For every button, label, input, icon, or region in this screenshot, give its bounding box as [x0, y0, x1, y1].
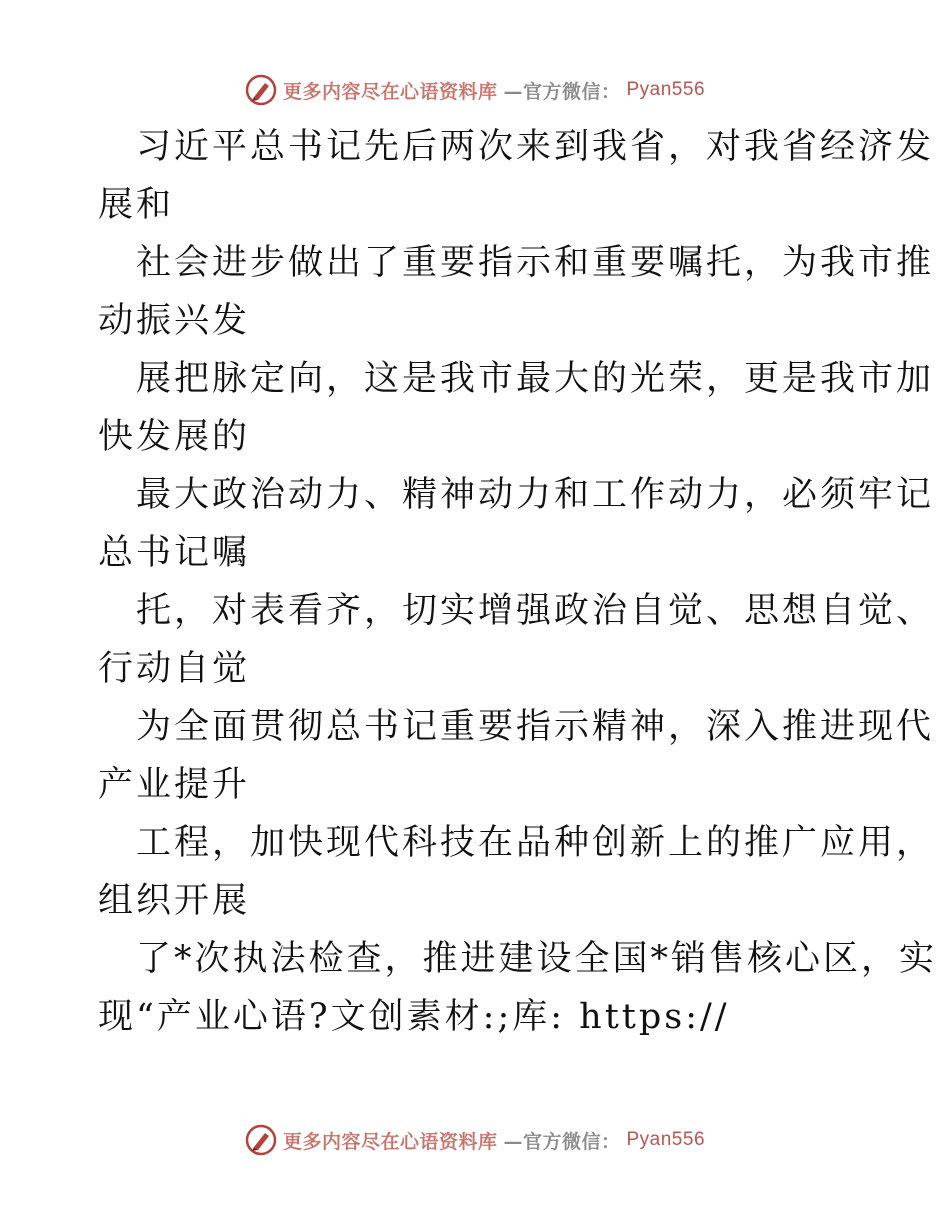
paragraph-1 — [98, 118, 935, 234]
paragraph-4-line-2: 总书记嘱 — [98, 533, 251, 573]
footer-banner — [0, 1120, 950, 1160]
paragraph-5-line-2: 行动自觉 — [98, 649, 251, 689]
paragraph-8-line-1: 了*次执法检查，推进建设全国*销售核心区，实 — [136, 939, 938, 979]
document-body — [98, 118, 938, 1046]
footer-brand-text: 更多内容尽在心语资料库 — [282, 1130, 498, 1153]
header-dash-text: —官方微信： — [503, 80, 621, 103]
paragraph-4 — [98, 466, 935, 582]
paragraph-4-line-1: 最大政治动力、精神动力和工作动力，必须牢记 — [136, 475, 935, 515]
paragraph-8-line-2: 现“产业心语?文创素材:;库: https:// — [98, 997, 730, 1037]
pen-logo-icon — [245, 1124, 277, 1156]
paragraph-7-line-2: 组织开展 — [98, 881, 251, 921]
paragraph-1-line-1: 习近平总书记先后两次来到我省，对我省经济发 — [136, 127, 935, 167]
paragraph-7-line-1: 工程，加快现代科技在品种创新上的推广应用， — [136, 823, 935, 863]
paragraph-3 — [98, 350, 935, 466]
footer-dash-text: —官方微信： — [503, 1130, 621, 1153]
paragraph-5 — [98, 582, 935, 698]
paragraph-6 — [98, 698, 935, 814]
paragraph-2 — [98, 234, 935, 350]
pen-logo-icon — [245, 74, 277, 106]
header-wechat-id: Pyan556 — [626, 79, 706, 100]
paragraph-3-line-1: 展把脉定向，这是我市最大的光荣，更是我市加 — [136, 359, 935, 399]
paragraph-3-line-2: 快发展的 — [98, 417, 251, 457]
paragraph-2-line-1: 社会进步做出了重要指示和重要嘱托，为我市推 — [136, 243, 935, 283]
paragraph-6-line-2: 产业提升 — [98, 765, 251, 805]
paragraph-8 — [98, 930, 938, 1046]
header-banner — [0, 70, 950, 110]
paragraph-6-line-1: 为全面贯彻总书记重要指示精神，深入推进现代 — [136, 707, 935, 747]
footer-wechat-id: Pyan556 — [626, 1129, 706, 1150]
header-brand-text: 更多内容尽在心语资料库 — [282, 80, 498, 103]
paragraph-5-line-1: 托，对表看齐，切实增强政治自觉、思想自觉、 — [136, 591, 935, 631]
paragraph-1-line-2: 展和 — [98, 185, 175, 225]
paragraph-2-line-2: 动振兴发 — [98, 301, 251, 341]
paragraph-7 — [98, 814, 935, 930]
